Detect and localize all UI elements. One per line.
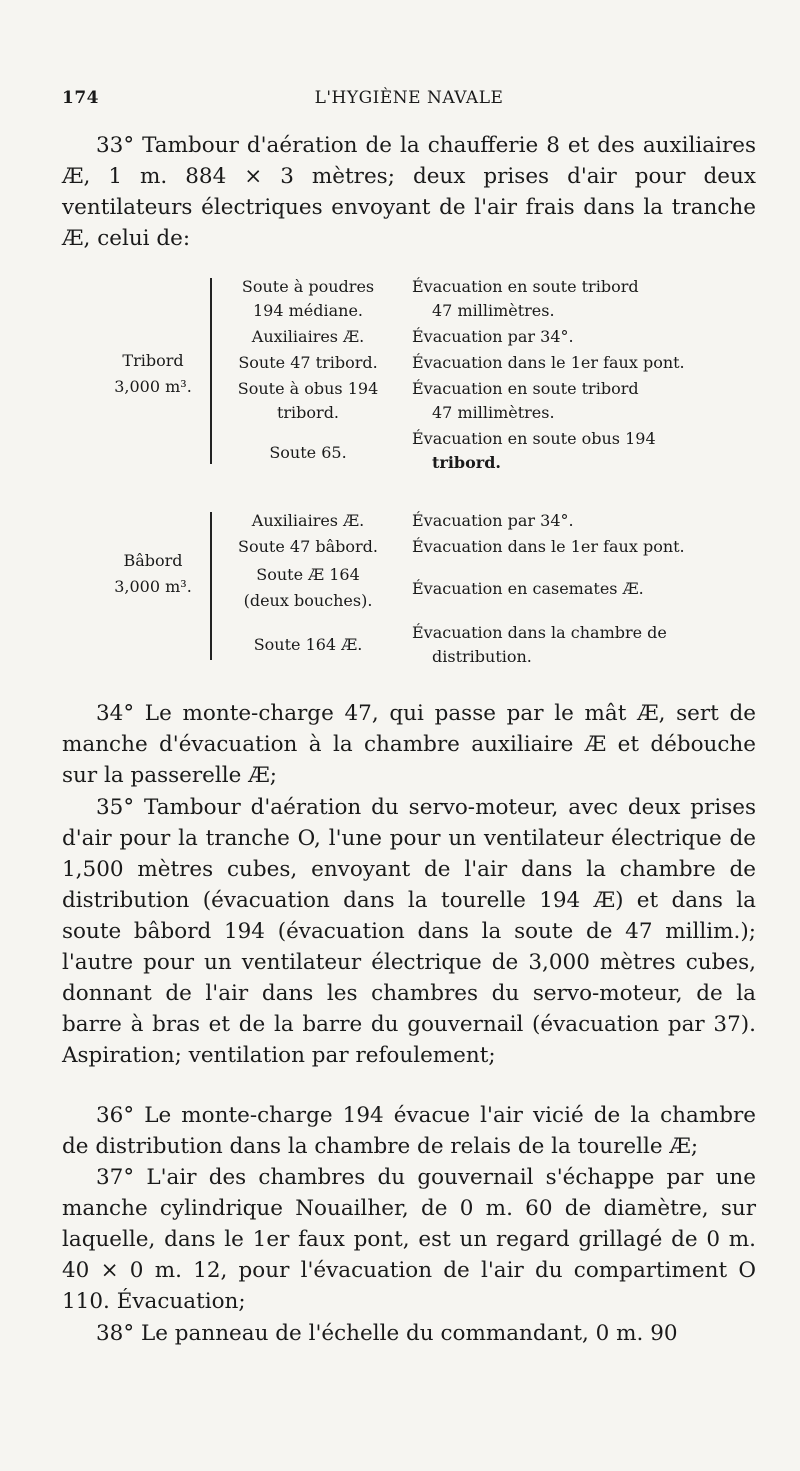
table-babord	[0, 506, 800, 676]
babord-evac-4a: Évacuation dans la chambre de	[412, 623, 667, 642]
babord-brace	[210, 512, 212, 660]
tribord-source-3: Soute 47 tribord.	[238, 353, 378, 372]
tribord-source-1b: 194 médiane.	[252, 301, 364, 320]
tribord-evac-2: Évacuation par 34°.	[412, 327, 574, 346]
tribord-evac-4b: 47 millimètres.	[432, 403, 555, 422]
babord-source-3b: (deux bouches).	[243, 591, 373, 610]
tribord-brace	[210, 278, 212, 464]
tribord-source-5: Soute 65.	[269, 443, 347, 462]
tribord-source-1a: Soute à poudres	[241, 277, 375, 296]
babord-label: Bâbord	[123, 551, 183, 570]
page-header	[62, 88, 756, 112]
tribord-evac-1b: 47 millimètres.	[432, 301, 555, 320]
paragraph-34: 34° Le monte-charge 47, qui passe par le mât Æ, sert de manche d'évacuation à la chambre auxiliaire Æ et débouche sur la passerelle Æ;	[62, 701, 756, 788]
paragraph-36: 36° Le monte-charge 194 évacue l'air vicié de la chambre de distribution dans la chambre de relais de la tourelle Æ;	[62, 1103, 756, 1159]
tribord-source-4a: Soute à obus 194	[237, 379, 379, 398]
tribord-evac-3: Évacuation dans le 1er faux pont.	[412, 353, 685, 372]
paragraph-35: 35° Tambour d'aération du servo-moteur, avec deux prises d'air pour la tranche O, l'une pour un ventilateur électrique de 1,500 mètres cubes, envoyant de l'air dans la chambre de distribution (évacuation dans la tourelle 194 Æ) et dans la soute bâbord 194 (évacuation dans la soute de 47 millim.); l'autre pour un ventilateur électrique de 3,000 mètres cubes, donnant de l'air dans les chambres du servo-moteur, de la barre à bras et de la barre du gouvernail (évacuation par 37). Aspiration; ventilation par refoulement;	[62, 795, 756, 1068]
babord-evac-2: Évacuation dans le 1er faux pont.	[412, 537, 685, 556]
tribord-evac-1a: Évacuation en soute tribord	[412, 277, 639, 296]
babord-evac-4b: distribution.	[432, 647, 532, 666]
tribord-source-2: Auxiliaires Æ.	[251, 327, 365, 346]
tribord-source-4b: tribord.	[276, 403, 340, 422]
running-title: L'HYGIÈNE NAVALE	[314, 88, 504, 108]
tribord-label: Tribord	[122, 351, 184, 370]
paragraph-38: 38° Le panneau de l'échelle du commandant, 0 m. 90	[96, 1321, 678, 1346]
page-number: 174	[62, 88, 99, 108]
babord-source-4: Soute 164 Æ.	[253, 635, 363, 654]
babord-volume: 3,000 m³.	[114, 577, 192, 596]
tribord-volume: 3,000 m³.	[114, 377, 192, 396]
babord-source-1: Auxiliaires Æ.	[251, 511, 365, 530]
tribord-evac-5a: Évacuation en soute obus 194	[412, 429, 656, 448]
paragraph-37: 37° L'air des chambres du gouvernail s'échappe par une manche cylindrique Nouailher, de 0 m. 60 de diamètre, sur laquelle, dans le 1er faux pont, est un regard grillagé de 0 m. 40 × 0 m. 12, pour l'évacuation de l'air du compartiment O 110. Évacuation;	[62, 1165, 756, 1314]
babord-evac-1: Évacuation par 34°.	[412, 511, 574, 530]
tribord-evac-5b: tribord.	[432, 453, 501, 472]
babord-evac-3: Évacuation en casemates Æ.	[412, 579, 644, 598]
babord-source-3a: Soute Æ 164	[256, 565, 360, 584]
paragraph-33: 33° Tambour d'aération de la chaufferie 8 et des auxiliaires Æ, 1 m. 884 × 3 mètres; deux prises d'air pour deux ventilateurs électriques envoyant de l'air frais dans la tranche Æ, celui de:	[62, 133, 756, 251]
babord-source-2: Soute 47 bâbord.	[238, 537, 378, 556]
table-tribord	[0, 270, 800, 500]
tribord-evac-4a: Évacuation en soute tribord	[412, 379, 639, 398]
